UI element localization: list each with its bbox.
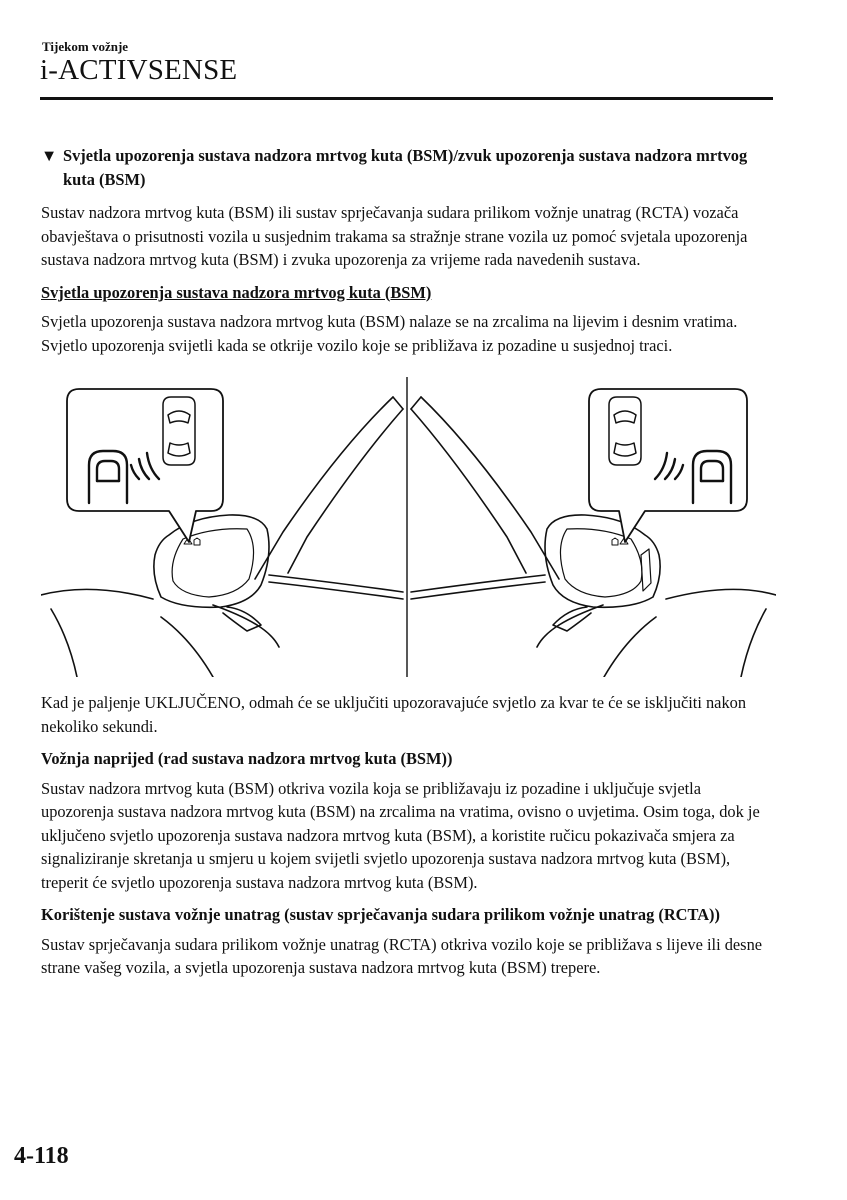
reverse-paragraph: Sustav sprječavanja sudara prilikom vožnje unatrag (RCTA) otkriva vozilo koje se približava s lijeve ili desne strane vašeg vozila, a svjetla upozorenja sustava nadzora mrtvog kuta (BSM) trepere.	[41, 934, 763, 977]
mirror-illustration	[41, 377, 776, 677]
triangle-bullet-icon: ▼	[41, 146, 58, 165]
section-label: Tijekom vožnje	[42, 39, 129, 54]
content	[41, 144, 776, 989]
left-door-view	[41, 389, 403, 677]
ignition-paragraph: Kad je paljenje UKLJUČENO, odmah će se uključiti upozoravajuće svjetlo za kvar te će se isključiti nakon nekoliko sekundi.	[41, 693, 747, 736]
intro-paragraph: Sustav nadzora mrtvog kuta (BSM) ili sustav sprječavanja sudara prilikom vožnje unatrag (RCTA) vozača obavještava o prisutnosti vozila u susjednim trakama sa stražnje strane vozila uz pomoć svjetala upozorenja sustava nadzora mrtvog kuta (BSM) i zvuka upozorenja za vrijeme rada navedenih sustava.	[41, 203, 748, 269]
lights-subheading: Svjetla upozorenja sustava nadzora mrtvog kuta (BSM)	[41, 282, 432, 302]
title-divider	[40, 97, 773, 100]
main-heading	[41, 144, 776, 191]
forward-paragraph: Sustav nadzora mrtvog kuta (BSM) otkriva vozila koja se približavaju iz pozadine i uključuje svjetla upozorenja sustava nadzora mrtvog kuta (BSM) na zrcalima na vratima, ovisno o uvjetima. Osim toga, dok je uključeno svjetlo upozorenja sustava nadzora mrtvog kuta (BSM), a koristite ručicu pokazivača smjera za signaliziranje skretanja u smjeru u kojem svijetli svjetlo upozorenja sustava nadzora mrtvog kuta (BSM), treperit će svjetlo upozorenja sustava nadzora mrtvog kuta (BSM).	[41, 778, 760, 892]
main-heading-text: Svjetla upozorenja sustava nadzora mrtvog kuta (BSM)/zvuk upozorenja sustava nadzora mrtvog kuta (BSM)	[63, 146, 748, 189]
page-number: 4-118	[14, 1143, 69, 1169]
lights-paragraph: Svjetla upozorenja sustava nadzora mrtvog kuta (BSM) nalaze se na zrcalima na lijevim i desnim vratima. Svjetlo upozorenja svijetli kada se otkrije vozilo koje se približava iz pozadine u susjednoj traci.	[41, 312, 738, 355]
right-door-view	[411, 389, 776, 677]
reverse-subheading: Korištenje sustava vožnje unatrag (sustav sprječavanja sudara prilikom vožnje unatrag (RCTA))	[41, 905, 720, 924]
forward-subheading: Vožnja naprijed (rad sustava nadzora mrtvog kuta (BSM))	[41, 749, 453, 768]
page-title: i-ACTIVSENSE	[40, 54, 238, 86]
